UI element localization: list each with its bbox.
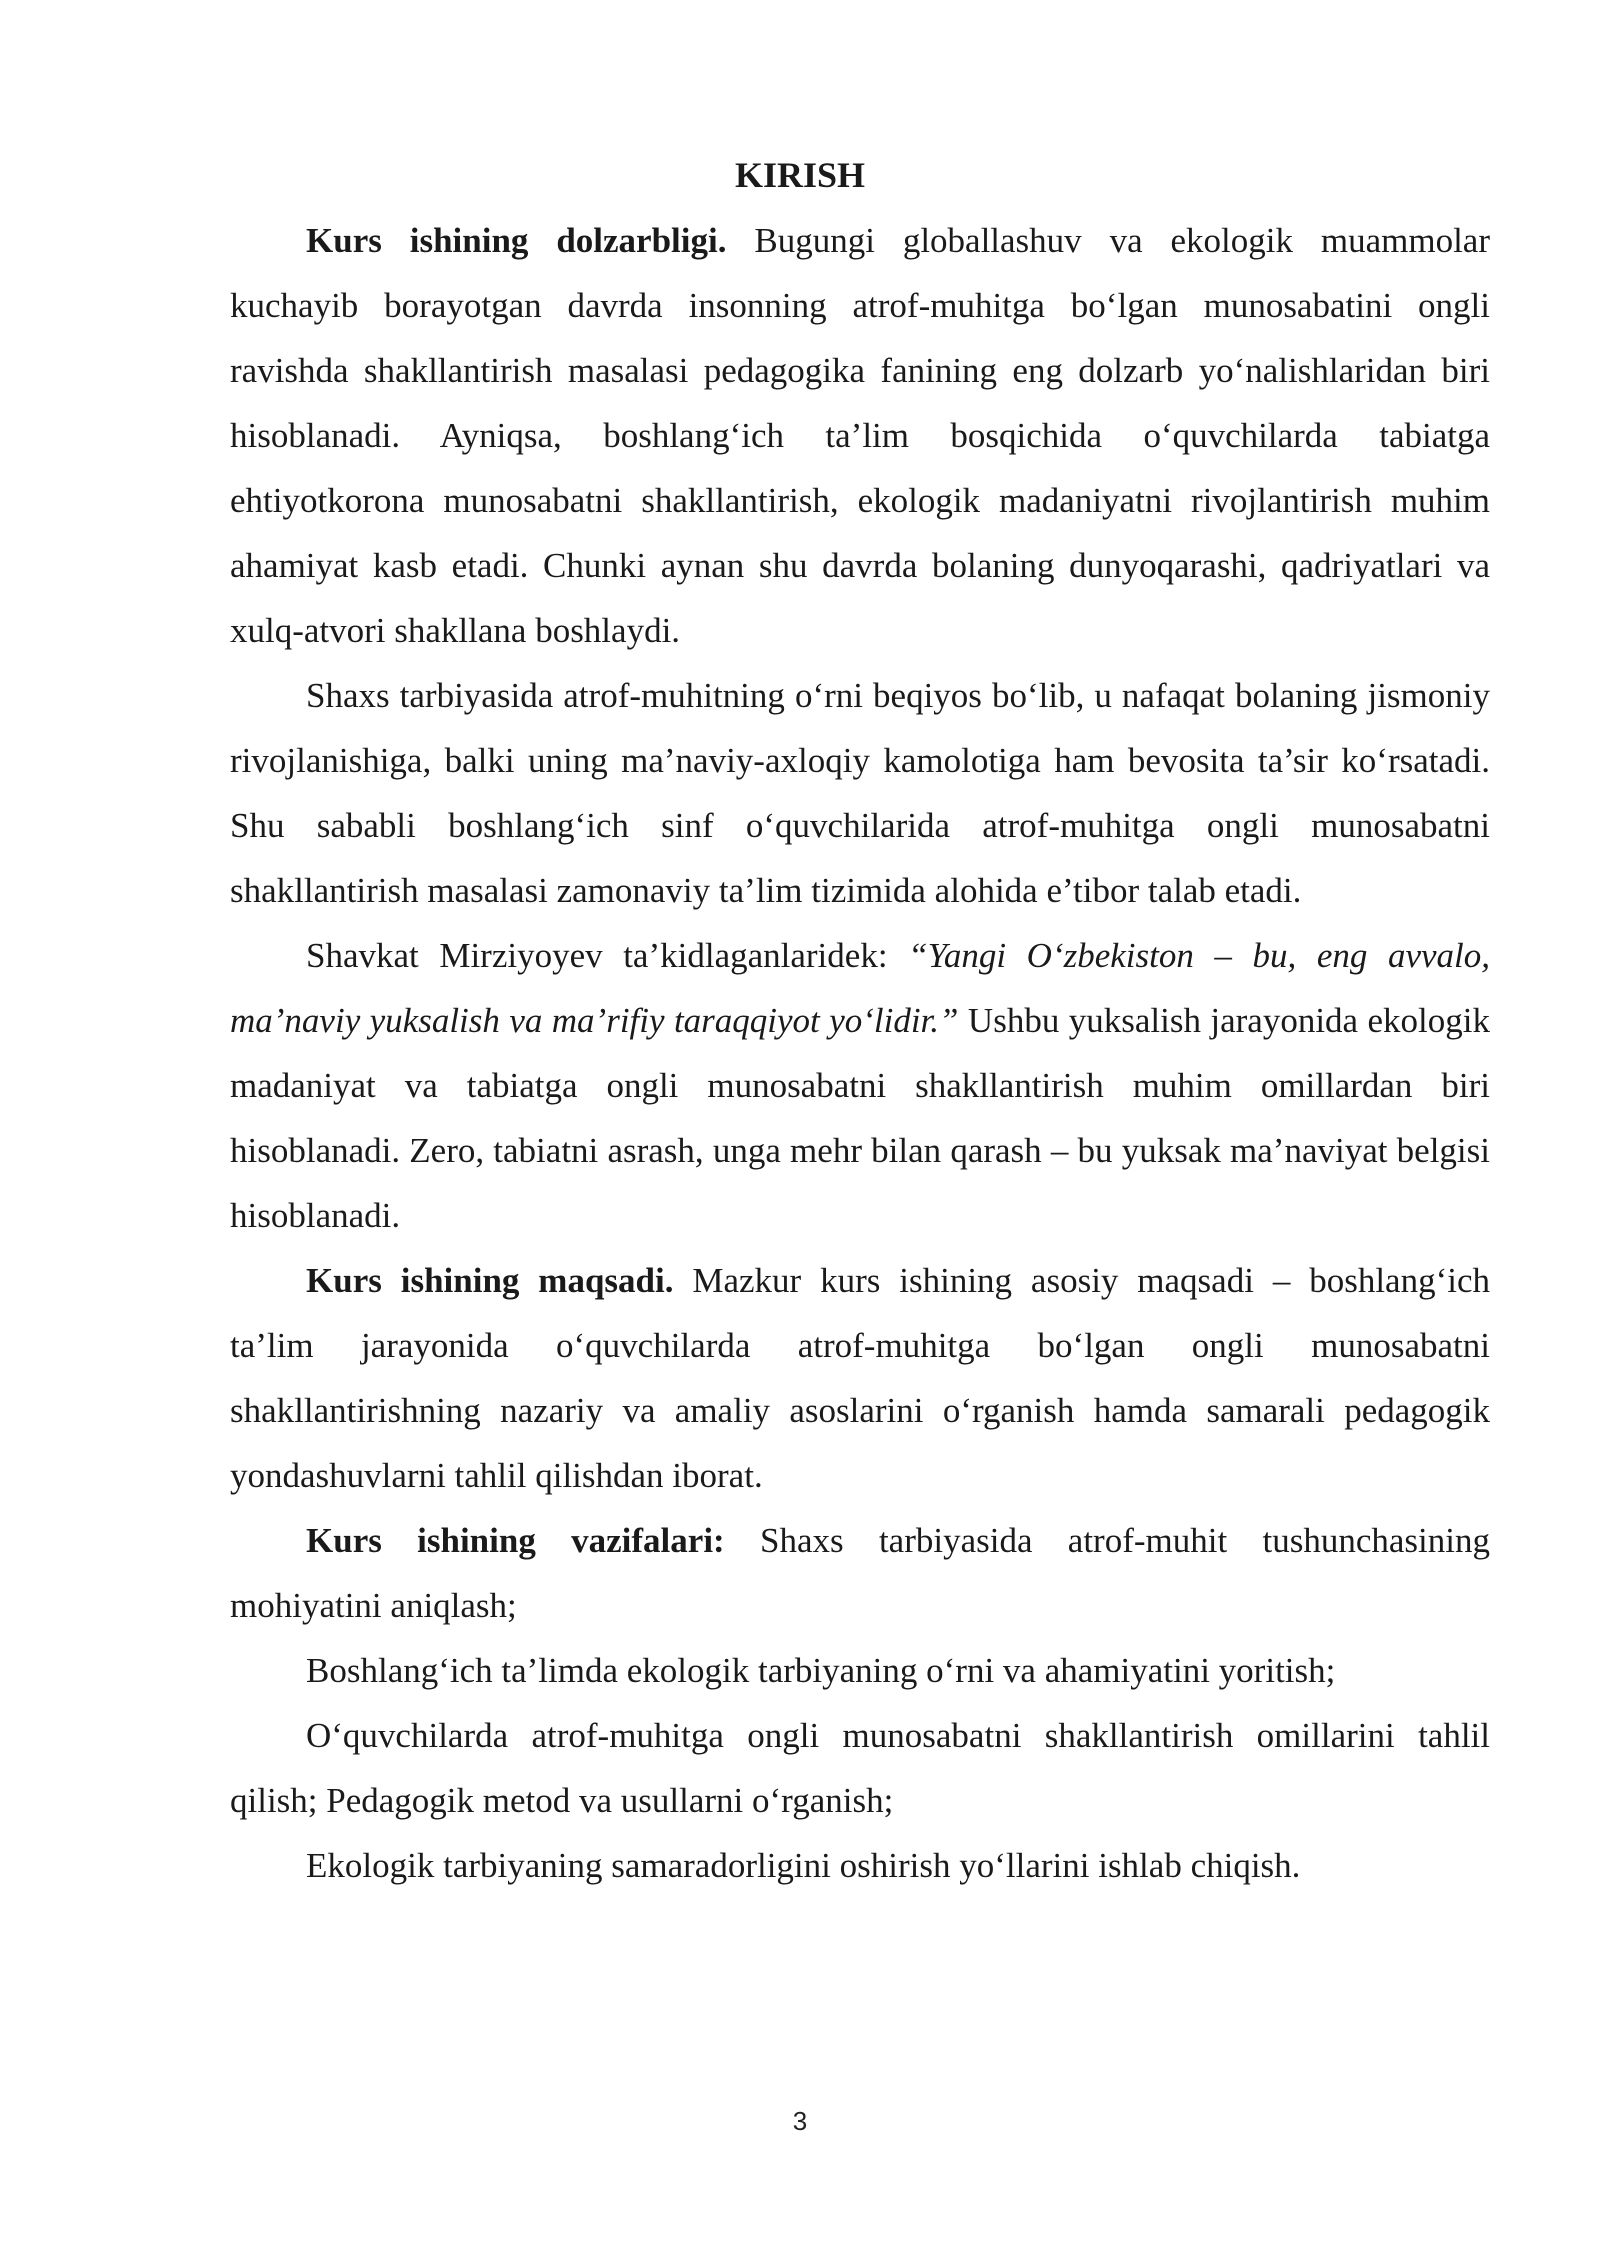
task-item <box>230 1638 1490 1703</box>
paragraph-text: Boshlang‘ich ta’limda ekologik tarbiyaning o‘rni va ahamiyatini yoritish; <box>306 1651 1336 1690</box>
paragraph-environment-role <box>230 663 1490 923</box>
paragraph-quote <box>230 923 1490 1248</box>
quotation: “Yangi O‘zbekiston – bu, eng avvalo, ma’naviy yuksalish va ma’rifiy taraqqiyot yo‘lidir.” <box>230 936 1490 1040</box>
paragraph-text: Shaxs tarbiyasida atrof-muhitning o‘rni beqiyos bo‘lib, u nafaqat bolaning jismoniy rivojlanishiga, balki uning ma’naviy-axloqiy kamolotiga ham bevosita ta’sir ko‘rsatadi. Shu sababli boshlang‘ich sinf o‘quvchilarida atrof-muhitga ongli munosabatni shakllantirish masalasi zamonaviy ta’lim tizimida alohida e’tibor talab etadi. <box>230 676 1490 910</box>
paragraph-tasks <box>230 1508 1490 1638</box>
paragraph-relevance <box>230 208 1490 663</box>
paragraph-text: Shaxs tarbiyasida atrof-muhit tushunchasining mohiyatini aniqlash; <box>230 1521 1490 1625</box>
page-number: 3 <box>792 2106 808 2136</box>
page-title: KIRISH <box>734 155 866 195</box>
task-item <box>230 1703 1490 1833</box>
paragraph-text: Bugungi globallashuv va ekologik muammolar kuchayib borayotgan davrda insonning atrof-muhitga bo‘lgan munosabatini ongli ravishda shakllantirish masalasi pedagogika fanining eng dolzarb yo‘nalishlaridan biri hisoblanadi. Ayniqsa, boshlang‘ich ta’lim bosqichida o‘quvchilarda tabiatga ehtiyotkorona munosabatni shakllantirish, ekologik madaniyatni rivojlantirish muhim ahamiyat kasb etadi. Chunki aynan shu davrda bolaning dunyoqarashi, qadriyatlari va xulq-atvori shakllana boshlaydi. <box>230 221 1490 650</box>
paragraph-goal <box>230 1248 1490 1508</box>
paragraph-text: Ekologik tarbiyaning samaradorligini oshirish yo‘llarini ishlab chiqish. <box>306 1846 1301 1885</box>
paragraph-text: O‘quvchilarda atrof-muhitga ongli munosabatni shakllantirish omillarini tahlil qilish; Pedagogik metod va usullarni o‘rganish; <box>230 1716 1490 1820</box>
paragraph-lead: Kurs ishining dolzarbligi. <box>306 221 727 260</box>
task-item <box>230 1833 1490 1898</box>
paragraph-text: Ushbu yuksalish jarayonida ekologik madaniyat va tabiatga ongli munosabatni shakllantirish muhim omillardan biri hisoblanadi. Zero, tabiatni asrash, unga mehr bilan qarash – bu yuksak ma’naviyat belgisi hisoblanadi. <box>230 1001 1490 1235</box>
paragraph-lead: Kurs ishining vazifalari: <box>306 1521 725 1560</box>
paragraph-text: Mazkur kurs ishining asosiy maqsadi – boshlang‘ich ta’lim jarayonida o‘quvchilarda atrof-muhitga bo‘lgan ongli munosabatni shakllantirishning nazariy va amaliy asoslarini o‘rganish hamda samarali pedagogik yondashuvlarni tahlil qilishdan iborat. <box>230 1261 1490 1495</box>
paragraph-lead: Kurs ishining maqsadi. <box>306 1261 674 1300</box>
paragraph-text: Shavkat Mirziyoyev ta’kidlaganlaridek: <box>306 936 909 975</box>
document-body <box>230 208 1490 1898</box>
